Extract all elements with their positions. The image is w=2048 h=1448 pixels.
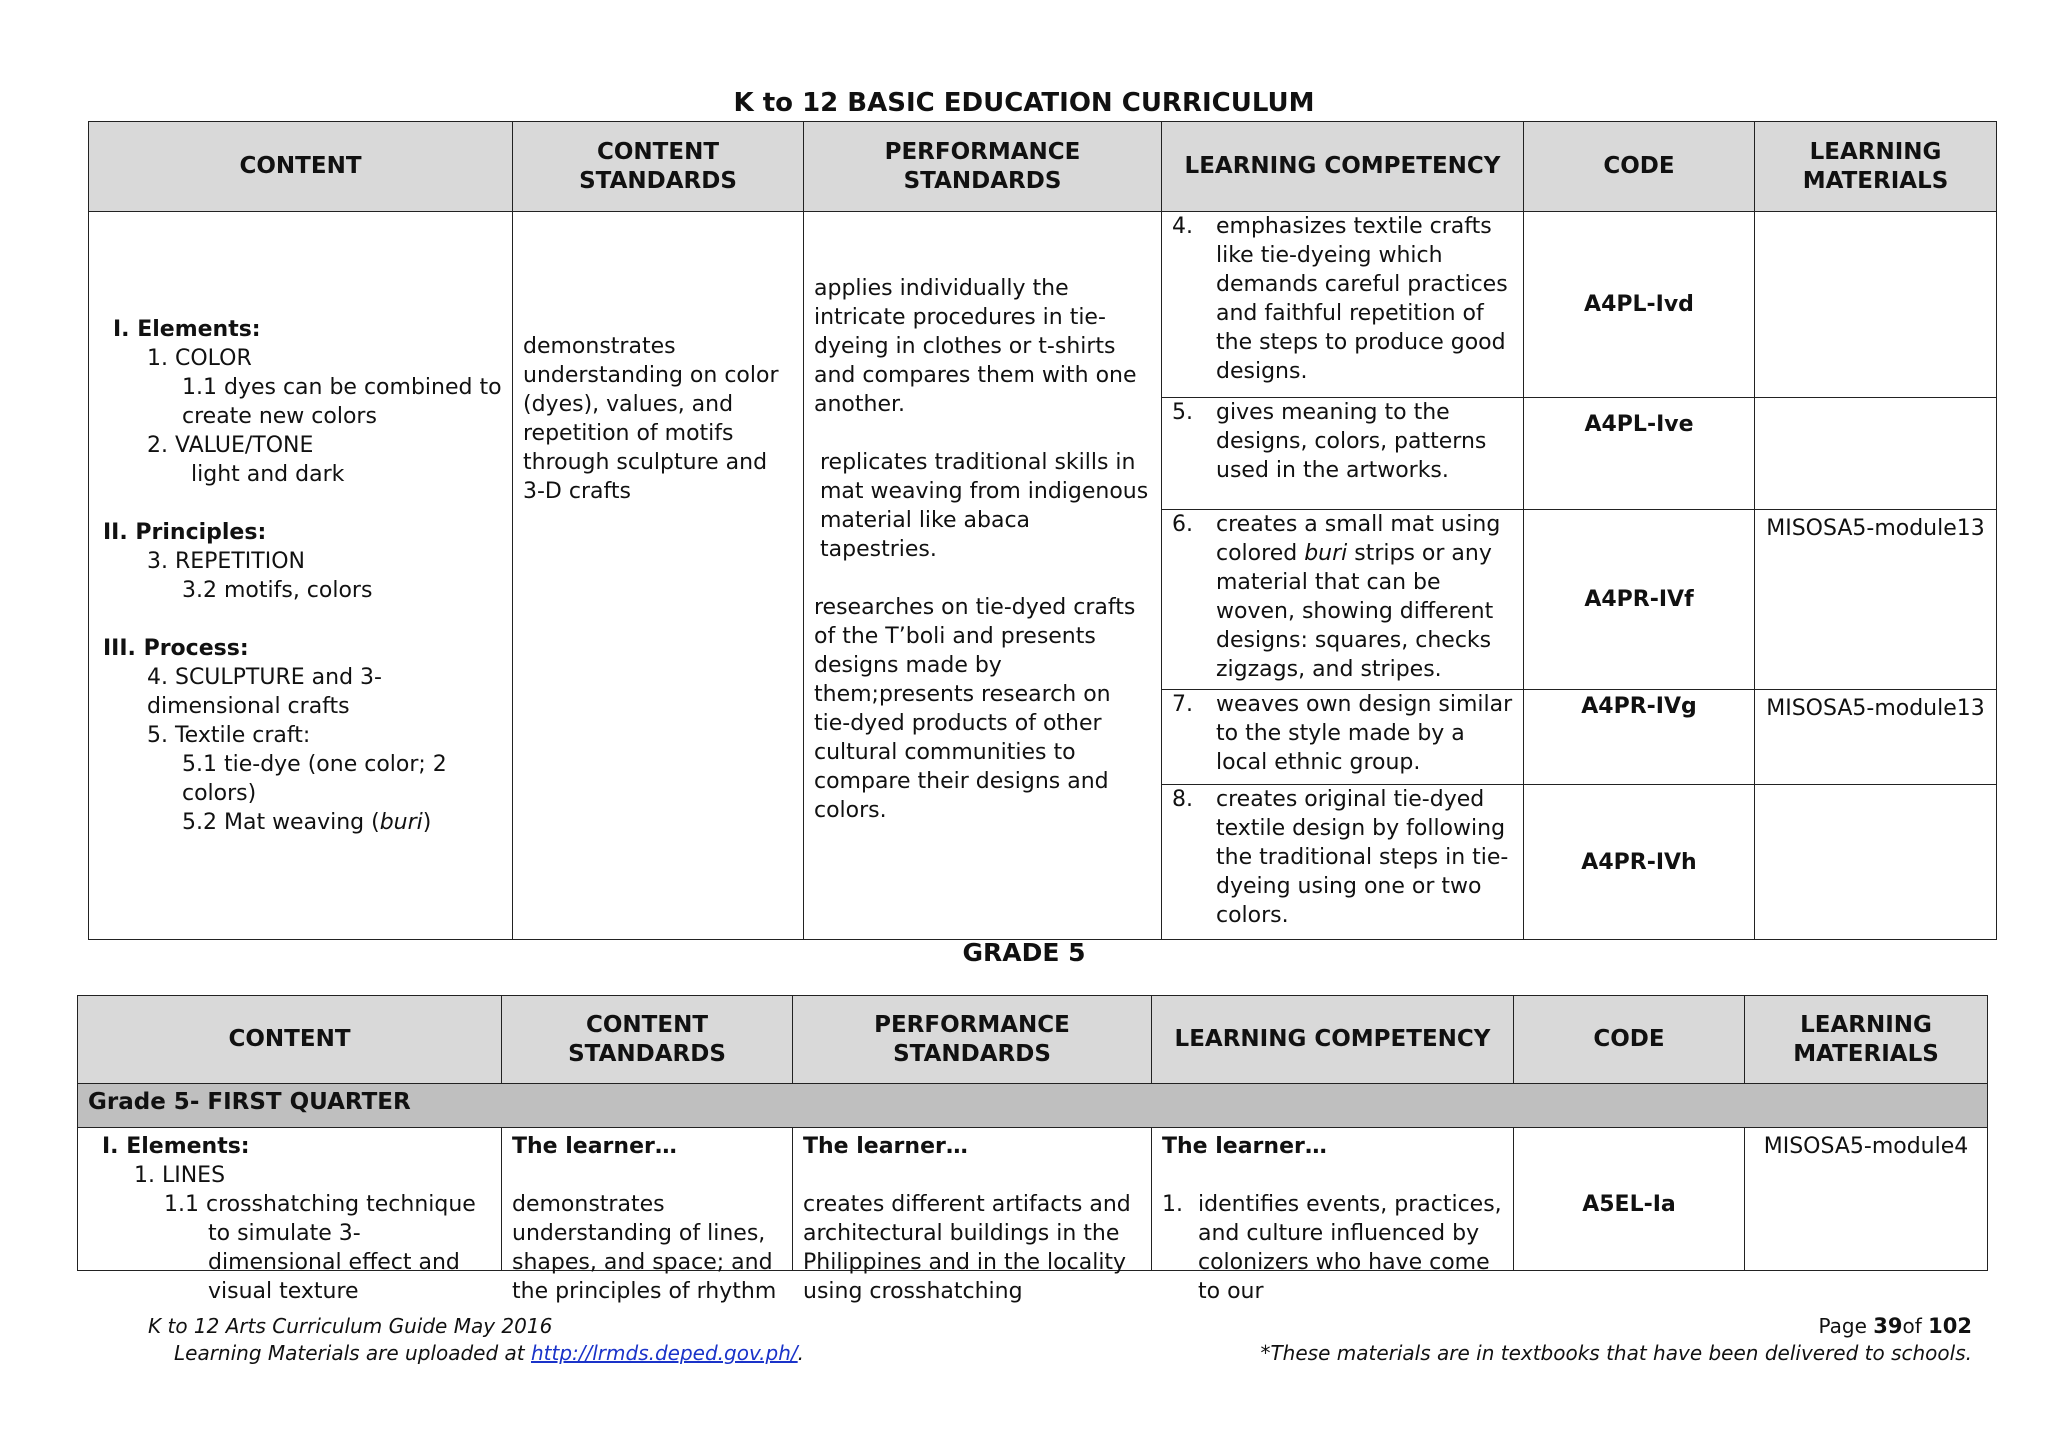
content-principles: II. Principles: [103, 519, 267, 545]
content-cell [89, 212, 513, 940]
competency-number: 5. [1172, 400, 1193, 425]
table-row [89, 212, 1997, 398]
content-motifs: 3.2 motifs, colors [182, 577, 373, 603]
competency-text: identifies events, practices, and culture influenced by colonizers who have come to our [1198, 1192, 1502, 1304]
content-standard-text: demonstrates understanding of lines, shapes, and space; and the principles of rhythm [512, 1192, 777, 1304]
performance-standard-3: researches on tie-dyed crafts of the T’boli and presents designs made by them;presents research on tie-dyed products of other cultural communities to compare their designs and colors. [814, 595, 1136, 823]
document-title: K to 12 BASIC EDUCATION CURRICULUM [733, 88, 1315, 118]
content-standards-cell: demonstrates understanding on color (dyes), values, and repetition of motifs through sculpture and 3-D crafts [513, 212, 804, 940]
content-color: 1. COLOR [147, 345, 252, 371]
content-elements: I. Elements: [102, 1134, 250, 1159]
performance-standard-2: replicates traditional skills in mat weaving from indigenous material like abaca tapestries. [820, 450, 1149, 562]
performance-standard-text: creates different artifacts and architectural buildings in the Philippines and in the locality using crosshatching [803, 1192, 1131, 1304]
content-standards-cell [502, 1128, 793, 1304]
content-process: III. Process: [103, 635, 249, 661]
performance-standard-1: applies individually the intricate procedures in tie-dyeing in clothes or t-shirts and compares them with one another. [814, 276, 1137, 417]
header-content-standards: CONTENT STANDARDS [513, 122, 804, 212]
materials-cell [1755, 398, 1997, 510]
competency-text: weaves own design similar to the style made by a local ethnic group. [1216, 692, 1513, 775]
footer-textbooks-note: *These materials are in textbooks that have been delivered to schools. [1260, 1341, 1972, 1365]
competency-cell [1162, 212, 1524, 398]
content-elements: I. Elements: [113, 316, 261, 342]
materials-cell: MISOSA5-module13 [1755, 690, 1997, 785]
content-value-tone: 2. VALUE/TONE [147, 432, 314, 458]
content-light-dark: light and dark [191, 461, 345, 487]
materials-cell: MISOSA5-module4 [1745, 1128, 1988, 1271]
competency-cell [1162, 398, 1524, 510]
header-learning-competency: LEARNING COMPETENCY [1162, 122, 1524, 212]
header-performance-standards: PERFORMANCE STANDARDS [793, 996, 1152, 1084]
quarter-label: Grade 5- FIRST QUARTER [78, 1084, 1988, 1128]
materials-cell [1755, 785, 1997, 940]
code-cell: A4PR-IVh [1524, 785, 1755, 940]
code-cell: A5EL-Ia [1514, 1128, 1745, 1271]
header-learning-materials: LEARNING MATERIALS [1755, 122, 1997, 212]
header-content-standards: CONTENT STANDARDS [502, 996, 793, 1084]
competency-text: creates a small mat using colored buri strips or any material that can be woven, showing different designs: squares, checks zigzags, and stripes. [1216, 512, 1501, 682]
grade-title: GRADE 5 [962, 938, 1086, 967]
content-textile: 5. Textile craft: [147, 722, 311, 748]
content-cell [78, 1128, 502, 1304]
header-learning-materials: LEARNING MATERIALS [1745, 996, 1988, 1084]
competency-number: 8. [1172, 787, 1193, 812]
performance-standards-cell [804, 212, 1162, 940]
materials-cell: MISOSA5-module13 [1755, 510, 1997, 690]
curriculum-table-grade4 [88, 121, 1997, 940]
competency-text: gives meaning to the designs, colors, patterns used in the artworks. [1216, 400, 1487, 483]
competency-number: 1. [1162, 1192, 1183, 1217]
competency-cell [1162, 690, 1524, 785]
content-sculpture: 4. SCULPTURE and 3-dimensional crafts [147, 664, 382, 719]
code-cell: A4PR-IVf [1524, 510, 1755, 690]
page-number: Page 39of 102 [1818, 1314, 1972, 1338]
header-code: CODE [1524, 122, 1755, 212]
competency-number: 4. [1172, 214, 1193, 239]
header-performance-standards: PERFORMANCE STANDARDS [804, 122, 1162, 212]
curriculum-table-grade5 [77, 995, 1988, 1304]
content-tie-dye: 5.1 tie-dye (one color; 2 colors) [182, 751, 447, 806]
learner-label: The learner… [512, 1134, 677, 1159]
materials-cell [1755, 212, 1997, 398]
performance-standards-cell [793, 1128, 1152, 1304]
competency-text: emphasizes textile crafts like tie-dyeing which demands careful practices and faithful repetition of the steps to produce good designs. [1216, 214, 1508, 384]
content-repetition: 3. REPETITION [147, 548, 305, 574]
table-header-row [89, 122, 1997, 212]
header-learning-competency: LEARNING COMPETENCY [1152, 996, 1514, 1084]
code-cell: A4PL-Ivd [1524, 212, 1755, 398]
footer-upload-note: Learning Materials are uploaded at http://lrmds.deped.gov.ph/. [174, 1341, 805, 1365]
competency-number: 6. [1172, 512, 1193, 537]
footer-guide: K to 12 Arts Curriculum Guide May 2016 [148, 1314, 553, 1338]
lrmds-link[interactable]: http://lrmds.deped.gov.ph/ [530, 1341, 798, 1365]
competency-cell [1162, 785, 1524, 940]
content-dyes: 1.1 dyes can be combined to create new colors [182, 374, 502, 429]
content-lines: 1. LINES [134, 1163, 226, 1188]
header-content: CONTENT [89, 122, 513, 212]
table-row [78, 1128, 1988, 1271]
learner-label: The learner… [1162, 1134, 1327, 1159]
header-content: CONTENT [78, 996, 502, 1084]
content-mat-weaving: 5.2 Mat weaving (buri) [182, 809, 432, 835]
learner-label: The learner… [803, 1134, 968, 1159]
table-header-row [78, 996, 1988, 1084]
code-cell: A4PR-IVg [1524, 690, 1755, 785]
competency-cell [1162, 510, 1524, 690]
competency-number: 7. [1172, 692, 1193, 717]
quarter-row [78, 1084, 1988, 1128]
competency-cell [1152, 1128, 1514, 1304]
competency-text: creates original tie-dyed textile design by following the traditional steps in tie-dyeing using one or two colors. [1216, 787, 1509, 928]
content-crosshatching: 1.1 crosshatching technique to simulate 3-dimensional effect and visual texture [164, 1192, 476, 1304]
header-code: CODE [1514, 996, 1745, 1084]
code-cell: A4PL-Ive [1524, 398, 1755, 510]
